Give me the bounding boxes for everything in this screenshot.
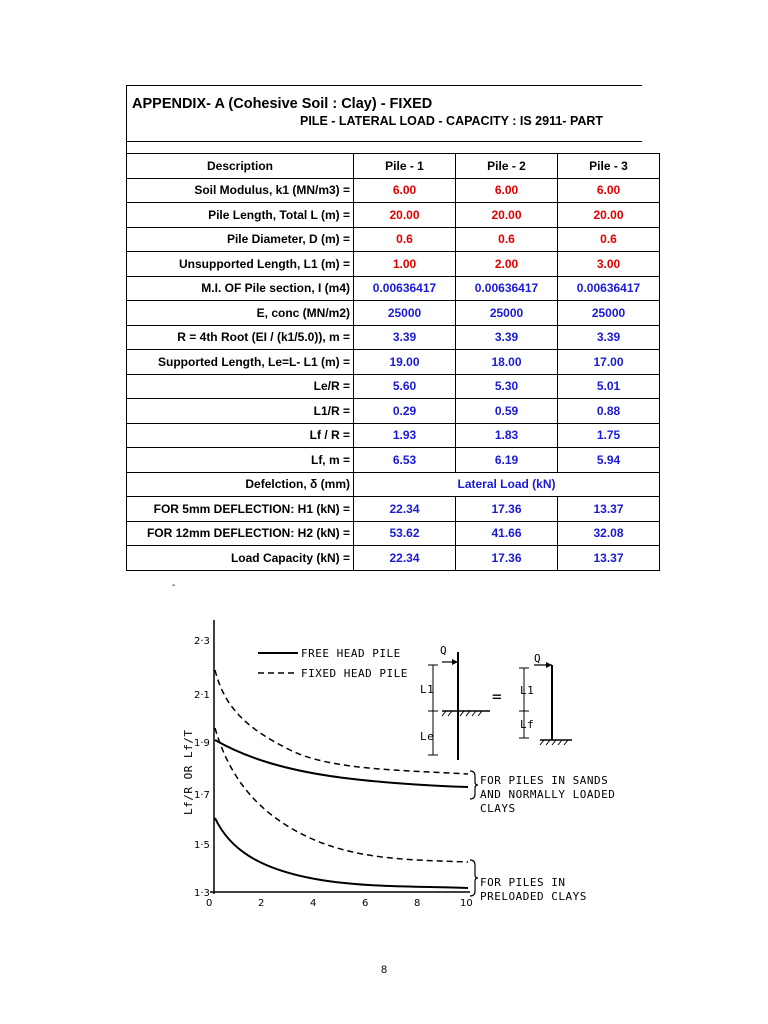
y-tick-label: 1·3 [194, 888, 210, 899]
lf-r-chart-figure [180, 610, 650, 920]
row-value: 20.00 [558, 203, 660, 228]
annotation-preloaded-clays [480, 876, 587, 903]
row-value: 3.39 [558, 325, 660, 350]
row-value: 1.93 [354, 423, 456, 448]
row-value: 6.00 [354, 178, 456, 203]
table-row [127, 203, 660, 228]
table-row [127, 276, 660, 301]
result-value: 32.08 [558, 521, 660, 546]
load-label-q-fixed: Q [534, 652, 542, 665]
table-row [127, 301, 660, 326]
annotation-line: PRELOADED CLAYS [480, 890, 587, 903]
row-value: 18.00 [456, 350, 558, 375]
page-number: 8 [380, 964, 388, 976]
row-label: E, conc (MN/m2) [127, 301, 354, 326]
row-value: 3.00 [558, 252, 660, 277]
row-value: 6.00 [456, 178, 558, 203]
legend-fixed-head: FIXED HEAD PILE [301, 667, 408, 680]
header-pile-3: Pile - 3 [558, 154, 660, 179]
x-tick-label: 6 [362, 898, 369, 909]
row-value: 6.19 [456, 448, 558, 473]
title-block [128, 96, 642, 136]
y-tick-label: 1·5 [194, 840, 210, 851]
annotation-line: CLAYS [480, 802, 516, 815]
legend-free-head: FREE HEAD PILE [301, 647, 401, 660]
pile-capacity-table [126, 153, 660, 571]
curve-free-head-sands [215, 740, 468, 787]
table-row [127, 252, 660, 277]
l1-label: L1 [420, 683, 435, 696]
row-value: 5.94 [558, 448, 660, 473]
row-label: Unsupported Length, L1 (m) = [127, 252, 354, 277]
x-tick-label: 10 [460, 898, 473, 909]
header-bottom-rule [126, 141, 642, 142]
table-row [127, 423, 660, 448]
equals-sign: = [492, 687, 503, 706]
x-tick-label: 0 [206, 898, 213, 909]
header-pile-1: Pile - 1 [354, 154, 456, 179]
header-pile-2: Pile - 2 [456, 154, 558, 179]
y-tick-label: 1·7 [194, 790, 210, 801]
result-label: Load Capacity (kN) = [127, 546, 354, 571]
row-value: 0.88 [558, 399, 660, 424]
x-tick-label: 4 [310, 898, 317, 909]
result-row [127, 521, 660, 546]
table-row [127, 227, 660, 252]
lf-label: Lf [520, 718, 535, 731]
result-row [127, 546, 660, 571]
deflection-label: Defelction, δ (mm) [127, 472, 354, 497]
pile-sketch-free [420, 644, 490, 760]
row-label: Soil Modulus, k1 (MN/m3) = [127, 178, 354, 203]
row-value: 0.00636417 [558, 276, 660, 301]
y-axis-label: Lf/R OR Lf/T [182, 729, 195, 815]
row-label: M.I. OF Pile section, I (m4) [127, 276, 354, 301]
table-row [127, 374, 660, 399]
row-label: Lf / R = [127, 423, 354, 448]
header-description: Description [127, 154, 354, 179]
row-value: 25000 [456, 301, 558, 326]
row-label: Supported Length, Le=L- L1 (m) = [127, 350, 354, 375]
row-value: 0.00636417 [456, 276, 558, 301]
row-label: Pile Length, Total L (m) = [127, 203, 354, 228]
row-value: 1.00 [354, 252, 456, 277]
row-value: 0.6 [558, 227, 660, 252]
annotation-line: FOR PILES IN [480, 876, 566, 889]
row-value: 20.00 [456, 203, 558, 228]
result-row [127, 497, 660, 522]
row-value: 3.39 [456, 325, 558, 350]
annotation-sands [480, 774, 615, 815]
appendix-subtitle: PILE - LATERAL LOAD - CAPACITY : IS 2911- PART [300, 114, 604, 128]
result-value: 13.37 [558, 497, 660, 522]
deflection-header-row [127, 472, 660, 497]
x-tick-label: 8 [414, 898, 421, 909]
result-value: 17.36 [456, 546, 558, 571]
y-tick-label: 1·9 [194, 738, 210, 749]
row-value: 1.75 [558, 423, 660, 448]
annotation-line: FOR PILES IN SANDS [480, 774, 609, 787]
load-label-q-free: Q [440, 644, 448, 657]
row-value: 0.00636417 [354, 276, 456, 301]
row-label: Pile Diameter, D (m) = [127, 227, 354, 252]
result-label: FOR 12mm DEFLECTION: H2 (kN) = [127, 521, 354, 546]
table-header-row [127, 154, 660, 179]
row-value: 0.59 [456, 399, 558, 424]
row-label: Le/R = [127, 374, 354, 399]
curve-free-head-clays [215, 818, 468, 888]
annotation-line: AND NORMALLY LOADED [480, 788, 616, 801]
row-value: 2.00 [456, 252, 558, 277]
x-tick-labels [206, 898, 473, 909]
table-row [127, 399, 660, 424]
row-value: 1.83 [456, 423, 558, 448]
table-row [127, 325, 660, 350]
result-value: 13.37 [558, 546, 660, 571]
row-value: 17.00 [558, 350, 660, 375]
table-row [127, 178, 660, 203]
row-value: 0.29 [354, 399, 456, 424]
result-value: 53.62 [354, 521, 456, 546]
row-value: 3.39 [354, 325, 456, 350]
table-row [127, 448, 660, 473]
lateral-load-header: Lateral Load (kN) [354, 472, 660, 497]
table-row [127, 350, 660, 375]
row-value: 6.00 [558, 178, 660, 203]
row-value: 5.30 [456, 374, 558, 399]
result-label: FOR 5mm DEFLECTION: H1 (kN) = [127, 497, 354, 522]
row-value: 5.60 [354, 374, 456, 399]
y-tick-label: 2·1 [194, 690, 210, 701]
y-tick-labels [194, 636, 210, 899]
lf-r-chart [180, 610, 650, 920]
row-value: 25000 [558, 301, 660, 326]
brace-lower [470, 860, 478, 896]
header-top-rule [126, 85, 642, 86]
row-label: R = 4th Root (EI / (k1/5.0)), m = [127, 325, 354, 350]
row-value: 0.6 [354, 227, 456, 252]
x-tick-label: 2 [258, 898, 265, 909]
result-value: 22.34 [354, 546, 456, 571]
row-value: 6.53 [354, 448, 456, 473]
result-value: 22.34 [354, 497, 456, 522]
result-value: 41.66 [456, 521, 558, 546]
y-tick-label: 2·3 [194, 636, 210, 647]
l1-label-fixed: L1 [520, 684, 535, 697]
row-value: 19.00 [354, 350, 456, 375]
pile-sketch-fixed [519, 652, 572, 745]
row-value: 5.01 [558, 374, 660, 399]
stray-mark: - [172, 580, 176, 591]
brace-upper [470, 771, 478, 799]
row-label: L1/R = [127, 399, 354, 424]
row-label: Lf, m = [127, 448, 354, 473]
row-value: 0.6 [456, 227, 558, 252]
le-label: Le [420, 730, 435, 743]
result-value: 17.36 [456, 497, 558, 522]
row-value: 25000 [354, 301, 456, 326]
appendix-title: APPENDIX- A (Cohesive Soil : Clay) - FIXED [132, 96, 433, 112]
row-value: 20.00 [354, 203, 456, 228]
table-body [127, 154, 660, 571]
curve-fixed-head-clays [215, 728, 468, 862]
